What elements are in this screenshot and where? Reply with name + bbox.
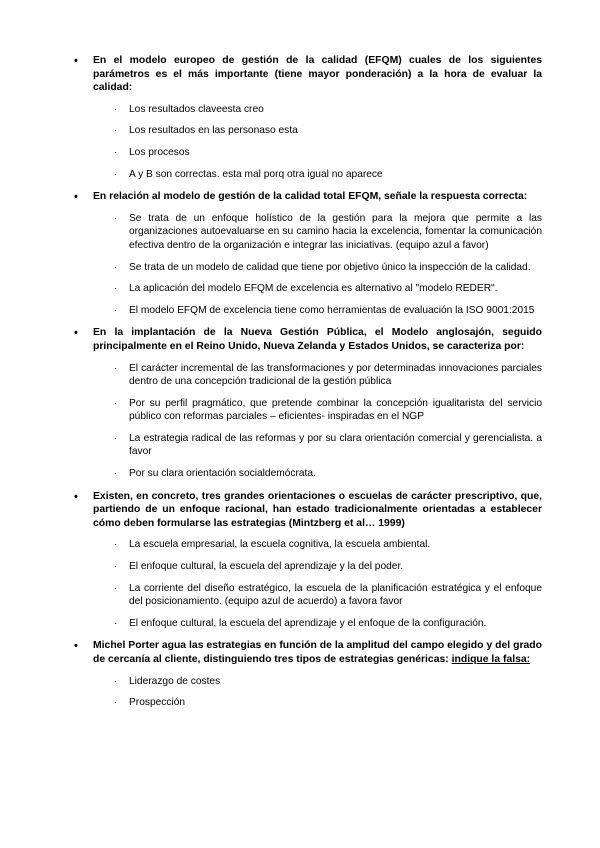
answer-option: [0, 261, 600, 275]
answer-option: [0, 397, 600, 424]
question-5: [0, 639, 600, 709]
option-text: La estrategia radical de las reformas y por su clara orientación comercial y gerencialista. a favor: [129, 432, 542, 458]
option-bullet: ·: [114, 168, 118, 180]
option-bullet: ·: [114, 362, 118, 374]
answer-option: [0, 696, 600, 710]
answer-option: [0, 103, 600, 117]
answer-options: [0, 675, 600, 710]
option-bullet: ·: [114, 582, 118, 594]
option-text: Se trata de un modelo de calidad que tiene por objetivo único la inspección de la calidad.: [129, 261, 531, 273]
answer-options: [0, 538, 600, 630]
option-text: Liderazgo de costes: [129, 675, 221, 687]
question-text-block: [93, 490, 542, 531]
option-text: El enfoque cultural, la escuela del aprendizaje y la del poder.: [129, 561, 404, 573]
option-bullet: ·: [114, 432, 118, 444]
answer-option: [0, 675, 600, 689]
option-bullet: ·: [114, 261, 118, 273]
question-bullet: •: [74, 490, 78, 503]
option-bullet: ·: [114, 675, 118, 687]
option-text: La aplicación del modelo EFQM de excelencia es alternativo al "modelo REDER".: [129, 283, 498, 295]
answer-option: [0, 304, 600, 318]
option-bullet: ·: [114, 397, 118, 409]
option-bullet: ·: [114, 103, 118, 115]
answer-options: [0, 212, 600, 318]
question-text-block: [93, 639, 542, 666]
question-2: [0, 190, 600, 317]
question-text: Michel Porter agua las estrategias en función de la amplitud del campo elegido y del grado de cercanía al cliente, distinguiendo tres tipos de estrategias genéricas:: [93, 640, 542, 665]
question-4: [0, 490, 600, 631]
option-text: Por su clara orientación socialdemócrata.: [129, 468, 316, 480]
option-bullet: ·: [114, 617, 118, 629]
answer-option: [0, 146, 600, 160]
option-text: Prospección: [129, 697, 186, 709]
option-bullet: ·: [114, 304, 118, 316]
question-bullet: •: [74, 327, 78, 340]
answer-option: [0, 467, 600, 481]
question-text-block: [93, 190, 542, 204]
option-text: Los resultados claveesta creo: [129, 103, 264, 115]
question-text: En relación al modelo de gestión de la calidad total EFQM, señale la respuesta correcta:: [93, 191, 528, 203]
question-text: En la implantación de la Nueva Gestión Pública, el Modelo anglosajón, seguido principalmente en el Reino Unido, Nueva Zelanda y Estados Unidos, se caracteriza por:: [93, 327, 542, 352]
question-bullet: •: [74, 55, 78, 67]
question-bullet: •: [74, 640, 78, 653]
answer-options: [0, 362, 600, 481]
question-text: En el modelo europeo de gestión de la calidad (EFQM) cuales de los siguientes parámetros es el más importante (tiene mayor ponderación) a la hora de evaluar la calidad:: [93, 55, 542, 94]
option-bullet: ·: [114, 283, 118, 295]
option-text: El enfoque cultural, la escuela del aprendizaje y el enfoque de la configuración.: [129, 617, 487, 629]
answer-option: [0, 582, 600, 609]
option-bullet: ·: [114, 125, 118, 137]
option-bullet: ·: [114, 468, 118, 480]
answer-option: [0, 617, 600, 631]
option-text: Se trata de un enfoque holístico de la gestión para la mejora que permite a las organizaciones autoevaluarse en su camino hacia la excelencia, fomentar la comunicación efectiva dentro de la organización e integrar las iniciativas. (equipo azul a favor): [129, 212, 542, 251]
answer-option: [0, 212, 600, 253]
answer-option: [0, 124, 600, 138]
option-bullet: ·: [114, 539, 118, 551]
question-3: [0, 326, 600, 480]
option-bullet: ·: [114, 561, 118, 573]
option-text: Por su perfil pragmático, que pretende combinar la concepción igualitarista del servicio público con reformas parciales – eficientes- inspiradas en el NGP: [129, 397, 542, 423]
answer-option: [0, 538, 600, 552]
answer-option: [0, 432, 600, 459]
question-bullet: •: [74, 191, 78, 204]
answer-option: [0, 362, 600, 389]
answer-options: [0, 103, 600, 181]
option-text: La escuela empresarial, la escuela cognitiva, la escuela ambiental.: [129, 539, 431, 551]
question-1: [0, 54, 600, 181]
option-bullet: ·: [114, 697, 118, 709]
answer-option: [0, 560, 600, 574]
option-text: A y B son correctas. esta mal porq otra igual no aparece: [129, 168, 383, 180]
option-text: Los resultados en las personaso esta: [129, 125, 298, 137]
option-text: El modelo EFQM de excelencia tiene como herramientas de evaluación la ISO 9001:2015: [129, 304, 535, 316]
answer-option: [0, 282, 600, 296]
option-text: Los procesos: [129, 146, 190, 158]
option-text: La corriente del diseño estratégico, la escuela de la planificación estratégica y el enfoque del posicionamiento. (equipo azul de acuerdo) a favora favor: [129, 582, 542, 608]
option-bullet: ·: [114, 212, 118, 224]
question-text-block: [93, 54, 542, 95]
question-list: [0, 54, 600, 719]
answer-option: [0, 168, 600, 182]
option-text: El carácter incremental de las transformaciones y por determinadas innovaciones parciales dentro de una concepción tradicional de la gestión pública: [129, 362, 542, 388]
question-text: Existen, en concreto, tres grandes orientaciones o escuelas de carácter prescriptivo, que, partiendo de un enfoque racional, han estado tradicionalmente orientadas a establecer cómo deben formularse las estrategias (Mintzberg et al… 1999): [93, 490, 542, 529]
option-bullet: ·: [114, 146, 118, 158]
question-text-block: [93, 326, 542, 353]
question-emphasis: indique la falsa:: [451, 654, 531, 665]
